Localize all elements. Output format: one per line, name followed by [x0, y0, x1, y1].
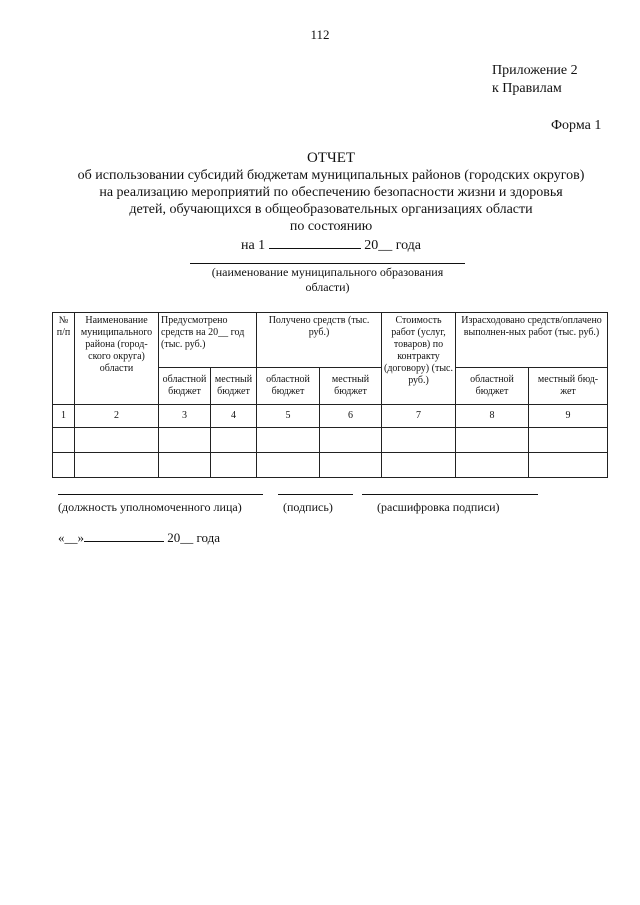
header-received-regional: областной бюджет	[257, 368, 320, 405]
table-cell[interactable]	[257, 428, 320, 453]
column-number: 8	[456, 405, 529, 428]
header-planned-local: местный бюджет	[211, 368, 257, 405]
signing-day: «__»	[58, 530, 84, 545]
column-number: 4	[211, 405, 257, 428]
title-line-1: об использовании субсидий бюджетам муниципальных районов (городских округов)	[77, 168, 585, 183]
report-date-line	[40, 235, 622, 254]
page-number: 112	[310, 27, 330, 42]
column-number: 3	[159, 405, 211, 428]
table-cell[interactable]	[159, 428, 211, 453]
column-number: 6	[320, 405, 382, 428]
table-cell[interactable]	[382, 428, 456, 453]
column-number: 1	[53, 405, 75, 428]
table-cell[interactable]	[257, 453, 320, 478]
municipality-caption-line-1: (наименование муниципального образования	[211, 265, 444, 279]
table-cell[interactable]	[53, 453, 75, 478]
table-cell[interactable]	[529, 428, 608, 453]
table-cell[interactable]	[211, 428, 257, 453]
municipality-name-blank[interactable]	[190, 263, 465, 264]
column-number: 2	[75, 405, 159, 428]
date-prefix: на 1	[240, 238, 266, 253]
header-spent-regional: областной бюджет	[456, 368, 529, 405]
table-cell[interactable]	[456, 428, 529, 453]
title-line-4: по состоянию	[289, 219, 373, 234]
report-table	[52, 312, 608, 478]
signing-month-blank[interactable]	[84, 528, 164, 542]
header-planned-regional: областной бюджет	[159, 368, 211, 405]
table-cell[interactable]	[159, 453, 211, 478]
table-row	[53, 428, 608, 453]
signature-decoding-caption: (расшифровка подписи)	[377, 500, 500, 514]
column-number: 7	[382, 405, 456, 428]
signing-year: 20__	[167, 530, 194, 545]
table-cell[interactable]	[53, 428, 75, 453]
title-line-2: на реализацию мероприятий по обеспечению безопасности жизни и здоровья	[99, 185, 563, 200]
column-number: 5	[257, 405, 320, 428]
header-received-local: местный бюджет	[320, 368, 382, 405]
signature-decoding-blank[interactable]	[362, 494, 538, 495]
position-blank[interactable]	[58, 494, 263, 495]
table-cell[interactable]	[456, 453, 529, 478]
signing-date-line	[58, 528, 220, 546]
date-suffix: года	[395, 238, 422, 253]
table-cell[interactable]	[320, 428, 382, 453]
table-cell[interactable]	[75, 428, 159, 453]
header-spent: Израсходовано средств/оплачено выполнен-ных работ (тыс. руб.)	[456, 313, 608, 368]
form-label: Форма 1	[551, 118, 602, 133]
header-cost: Стоимость работ (услуг, товаров) по контракту (договору) (тыс. руб.)	[382, 313, 456, 405]
table-cell[interactable]	[529, 453, 608, 478]
municipality-caption	[190, 265, 465, 295]
header-received: Получено средств (тыс. руб.)	[257, 313, 382, 368]
report-title-block	[40, 150, 622, 254]
table-row	[53, 453, 608, 478]
table-header-row-1	[53, 313, 608, 368]
table-cell[interactable]	[382, 453, 456, 478]
title-line-3: детей, обучающихся в общеобразовательных организациях области	[129, 202, 533, 217]
date-year: 20__	[364, 238, 393, 253]
appendix-reference	[492, 62, 578, 98]
table-cell[interactable]	[320, 453, 382, 478]
appendix-line-1: Приложение 2	[492, 63, 578, 78]
signature-blank[interactable]	[278, 494, 353, 495]
header-num: № п/п	[53, 313, 75, 405]
table-cell[interactable]	[75, 453, 159, 478]
header-name: Наименование муниципального района (город-ского округа) области	[75, 313, 159, 405]
report-heading: ОТЧЕТ	[306, 150, 356, 166]
position-caption: (должность уполномоченного лица)	[58, 500, 242, 514]
header-spent-local: местный бюд-жет	[529, 368, 608, 405]
header-planned: Предусмотрено средств на 20__ год (тыс. руб.)	[159, 313, 257, 368]
signature-caption: (подпись)	[283, 500, 333, 514]
appendix-line-2: к Правилам	[492, 81, 562, 96]
date-month-blank[interactable]	[269, 235, 361, 249]
municipality-caption-line-2: области)	[305, 280, 350, 294]
column-number-row	[53, 405, 608, 428]
table-cell[interactable]	[211, 453, 257, 478]
column-number: 9	[529, 405, 608, 428]
signing-year-suffix: года	[196, 530, 221, 545]
